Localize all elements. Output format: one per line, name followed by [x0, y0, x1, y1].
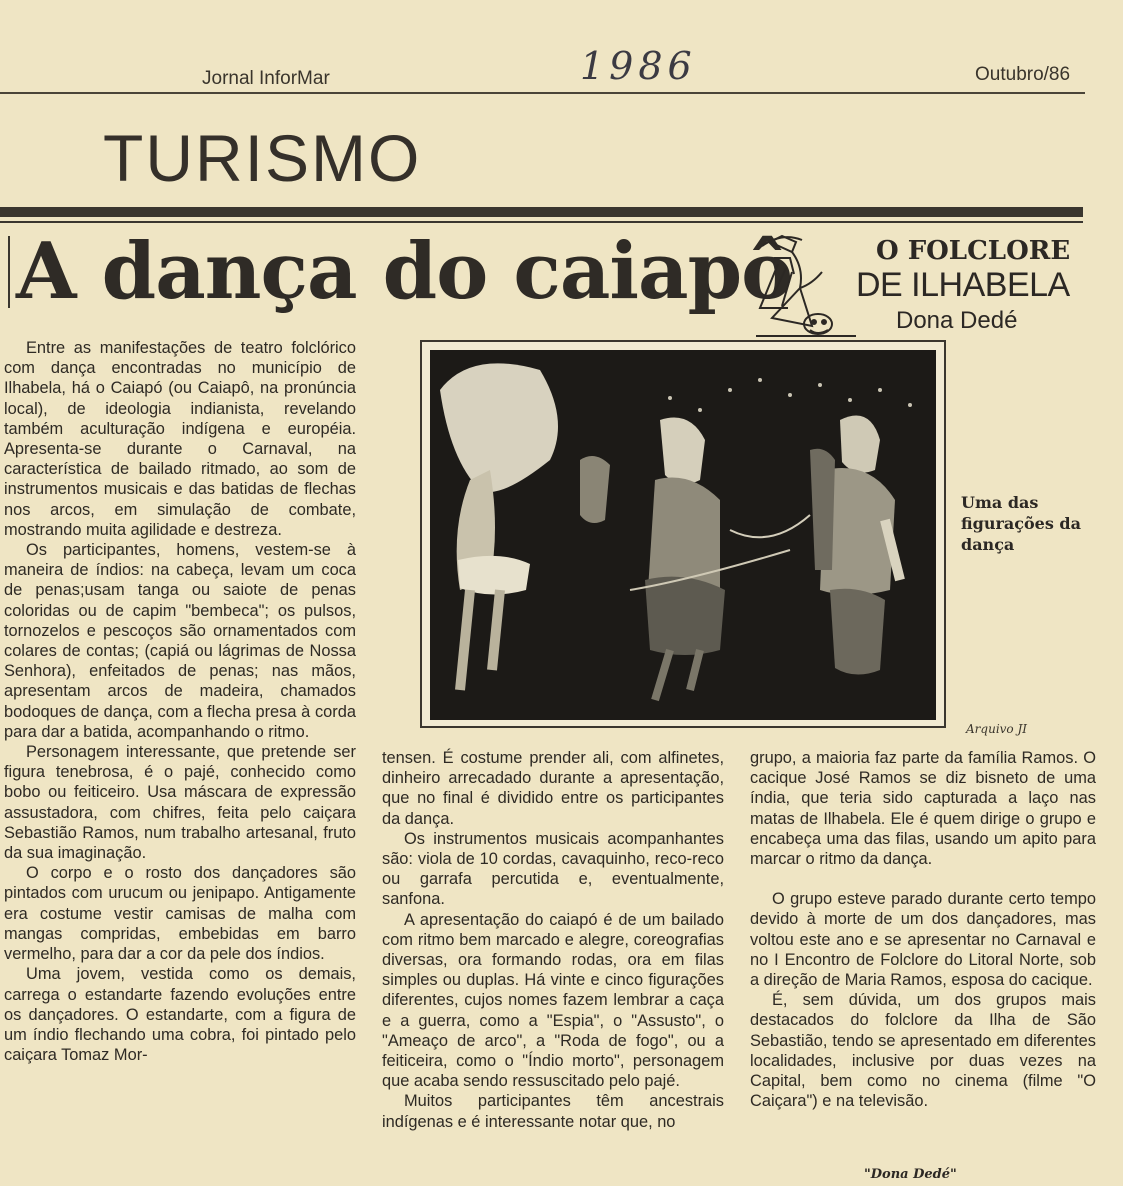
issue-date: Outubro/86: [975, 64, 1071, 85]
paragraph: Personagem interessante, que pretende ser figura tenebrosa, é o pajé, conhecido como bobo ou feiticeiro. Usa máscara de expressão assustadora, com chifres, feita pelo caiçara Sebastião Ramos, num trabalho artesanal, fruto da sua imaginação.: [4, 743, 356, 863]
paragraph: Uma jovem, vestida como os demais, carrega o estandarte fazendo evoluções entre os dançadores. O estandarte, com a figura de um índio flechando uma cobra, foi pintado pelo caiçara Tomaz Mor-: [4, 965, 356, 1065]
header-rule: [0, 92, 1085, 94]
article-column-2: [382, 748, 724, 1132]
paragraph: O corpo e o rosto dos dançadores são pintados com urucum ou jenipapo. Antigamente era costume vestir camisas de malha com mangas compridas, embebidas em barro vermelho, para dar a cor da pele dos índios.: [4, 864, 356, 964]
section-bar-thin: [0, 221, 1083, 223]
photo-credit: Arquivo JI: [966, 722, 1028, 736]
article-column-1: [4, 338, 356, 1065]
section-bar-thick: [0, 207, 1083, 217]
paje-mask-illustration: [752, 228, 862, 340]
paragraph: grupo, a maioria faz parte da família Ramos. O cacique José Ramos se diz bisneto de uma índia, que teria sido capturada a laço nas matas de Ilhabela. Ele é quem dirige o grupo e encabeça uma das filas, usando um apito para marcar o ritmo da dança.: [750, 749, 1096, 869]
handwritten-year: 1986: [580, 44, 697, 88]
photo-caption: Uma das figurações da dança: [961, 493, 1081, 554]
paragraph: É, sem dúvida, um dos grupos mais destacados do folclore da Ilha de São Sebastião, tendo se apresentado em diferentes localidades, inclusive por duas vezes na Capital, bem como no cinema (filme "O Caiçara") e na televisão.: [750, 991, 1096, 1111]
author-signature: "Dona Dedé": [864, 1167, 957, 1182]
paragraph: O grupo esteve parado durante certo tempo devido à morte de um dos dançadores, mas voltou este ano e se apresentar no Carnaval e no I Encontro de Folclore do Litoral Norte, sob a direção de Maria Ramos, esposa do cacique.: [750, 890, 1096, 990]
article-column-3: [750, 748, 1096, 1111]
paragraph: Entre as manifestações de teatro folclórico com dança encontradas no município de Ilhabela, há o Caiapó (ou Caiapô, na pronúncia local), de ideologia indianista, revelando também aculturação indígena e européia. Apresenta-se durante o Carnaval, na característica de bailado ritmado, ao som de instrumentos musicais e das batidas de flechas nos arcos, em simulação de combate, mostrando muita agilidade e destreza.: [4, 339, 356, 539]
dance-photo: [430, 350, 936, 720]
headline-rule: [8, 236, 10, 308]
section-title: TURISMO: [103, 121, 422, 195]
column-badge-subtitle: DE ILHABELA: [856, 266, 1070, 304]
paragraph: tensen. É costume prender ali, com alfinetes, dinheiro arrecadado durante a apresentação, que no final é dividido entre os participantes da dança.: [382, 749, 724, 828]
paragraph: Muitos participantes têm ancestrais indígenas e é interessante notar que, no: [382, 1092, 724, 1131]
publication-name: Jornal InforMar: [202, 68, 330, 89]
headline: A dança do caiapô: [16, 226, 793, 317]
paragraph: Os participantes, homens, vestem-se à maneira de índios: na cabeça, levam um coca de penas;usam tanga ou saiote de penas coloridas ou de capim "bembeca"; os pulsos, tornozelos e pescoços são ornamentados com colares de contas; (capiá ou lágrimas de Nossa Senhora), enfeitados de penas; nas mãos, apresentam arcos de madeira, chamados bodoques de dança, com a flecha presa à corda para dar a batida, acompanhando o ritmo.: [4, 541, 356, 741]
paragraph: Os instrumentos musicais acompanhantes são: viola de 10 cordas, cavaquinho, reco-reco ou garrafa percutida e, eventualmente, sanfona.: [382, 829, 724, 909]
column-badge-author: Dona Dedé: [896, 307, 1018, 334]
paragraph: A apresentação do caiapó é de um bailado com ritmo bem marcado e alegre, coreografias diversas, ora formando rodas, ora em filas simples ou duplas. Há vinte e cinco figurações diferentes, cujos nomes fazem lembrar a caça e a guerra, como a "Espia", o "Assusto", o "Ameaço de arco", a "Roda de fogo", ou a feiticeira, como o "Índio morto", personagem que acaba sendo ressuscitado pelo pajé.: [382, 910, 724, 1091]
column-badge-title: O FOLCLORE: [876, 236, 1071, 266]
